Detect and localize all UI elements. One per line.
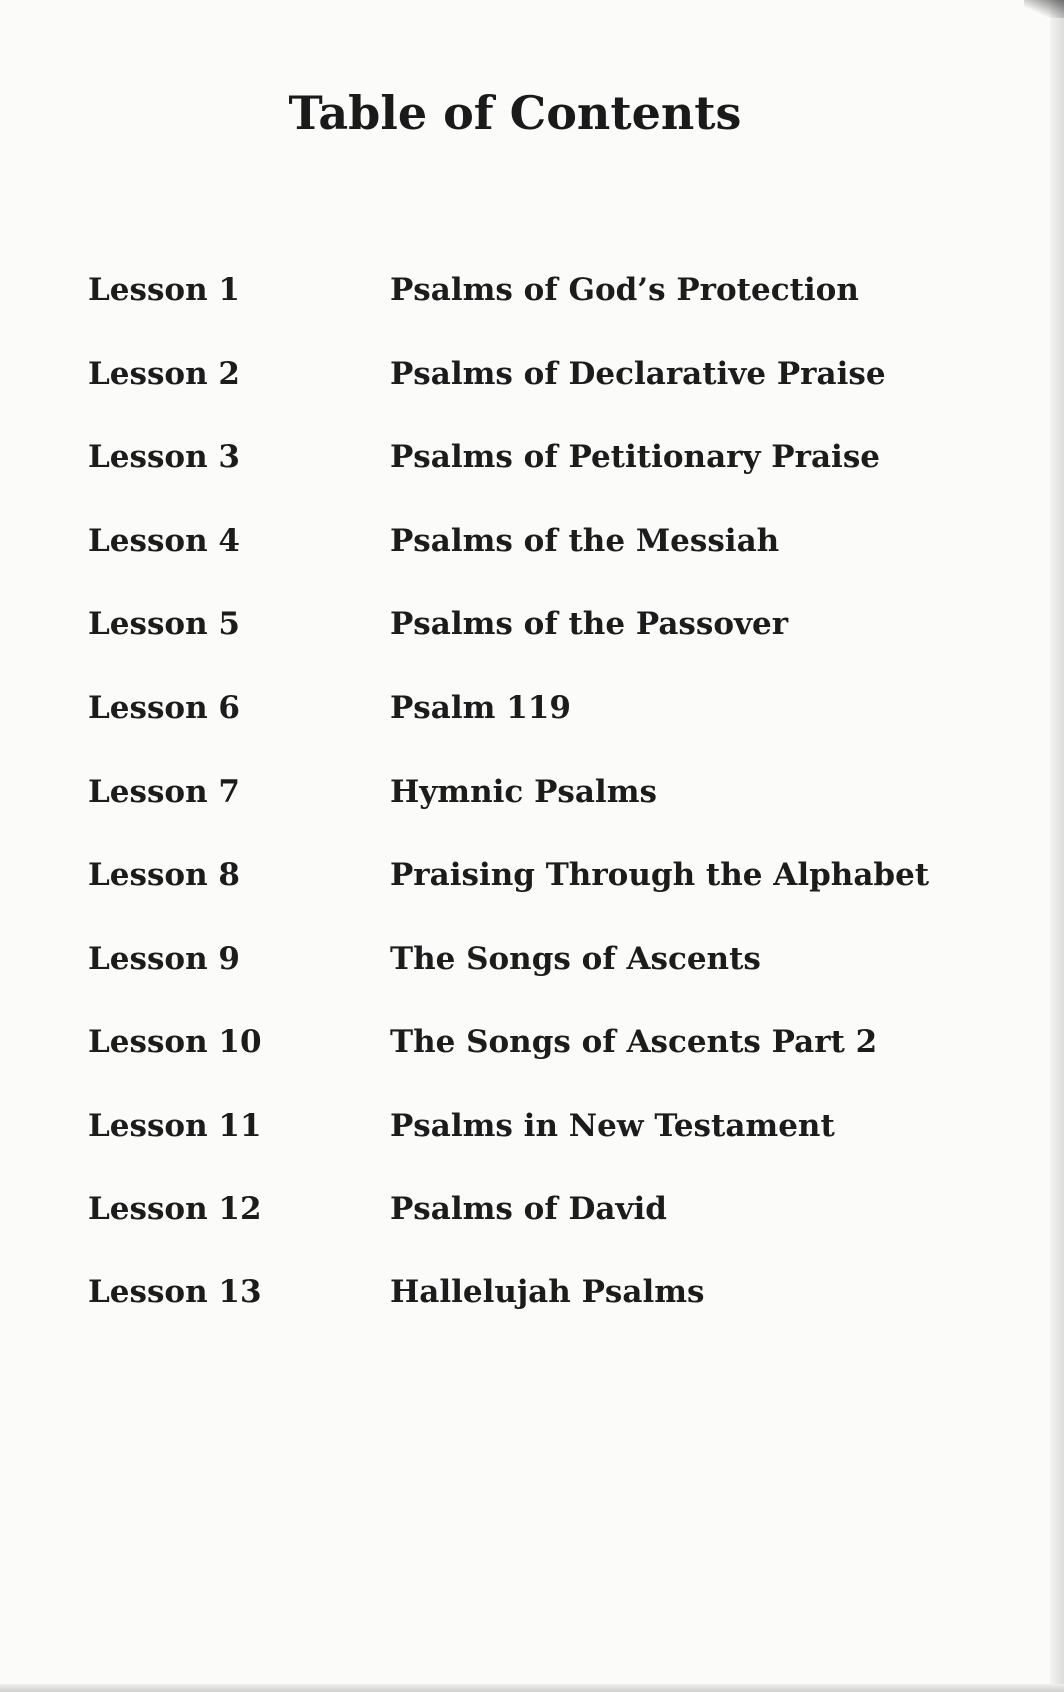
lesson-number: Lesson 1 [88, 272, 241, 308]
lesson-number: Lesson 6 [88, 690, 241, 726]
lesson-title: Psalms of David [390, 1191, 667, 1227]
toc-entry [88, 265, 988, 315]
page-title: Table of Contents [288, 86, 742, 140]
toc-entry [88, 1184, 988, 1234]
lesson-number: Lesson 8 [88, 857, 241, 893]
toc-entry [88, 683, 988, 733]
lesson-number: Lesson 11 [88, 1108, 262, 1144]
toc-entry [88, 1101, 988, 1151]
lesson-number: Lesson 2 [88, 356, 241, 392]
toc-entry [88, 349, 988, 399]
toc-entry [88, 767, 988, 817]
lesson-number: Lesson 5 [88, 606, 241, 642]
toc-entry [88, 516, 988, 566]
toc-entry [88, 850, 988, 900]
lesson-title: Psalms of God’s Protection [390, 272, 859, 308]
toc-entry [88, 1017, 988, 1067]
lesson-title: Psalms of Declarative Praise [390, 356, 886, 392]
lesson-title: Psalms of the Messiah [390, 523, 780, 559]
lesson-title: Psalms of the Passover [390, 606, 789, 642]
lesson-number: Lesson 7 [88, 774, 241, 810]
toc-entry [88, 432, 988, 482]
lesson-title: Psalms of Petitionary Praise [390, 439, 880, 475]
lesson-number: Lesson 12 [88, 1191, 262, 1227]
lesson-number: Lesson 3 [88, 439, 241, 475]
lesson-number: Lesson 13 [88, 1274, 262, 1310]
lesson-title: The Songs of Ascents Part 2 [390, 1024, 878, 1060]
toc-entry [88, 934, 988, 984]
lesson-number: Lesson 4 [88, 523, 241, 559]
toc-entry [88, 1267, 988, 1317]
lesson-title: Praising Through the Alphabet [390, 857, 930, 893]
lesson-title: Hymnic Psalms [390, 774, 657, 810]
toc-entry [88, 599, 988, 649]
lesson-title: Psalm 119 [390, 690, 571, 726]
lesson-number: Lesson 10 [88, 1024, 262, 1060]
lesson-title: The Songs of Ascents [390, 941, 761, 977]
lesson-number: Lesson 9 [88, 941, 241, 977]
lesson-title: Hallelujah Psalms [390, 1274, 705, 1310]
lesson-title: Psalms in New Testament [390, 1108, 835, 1144]
